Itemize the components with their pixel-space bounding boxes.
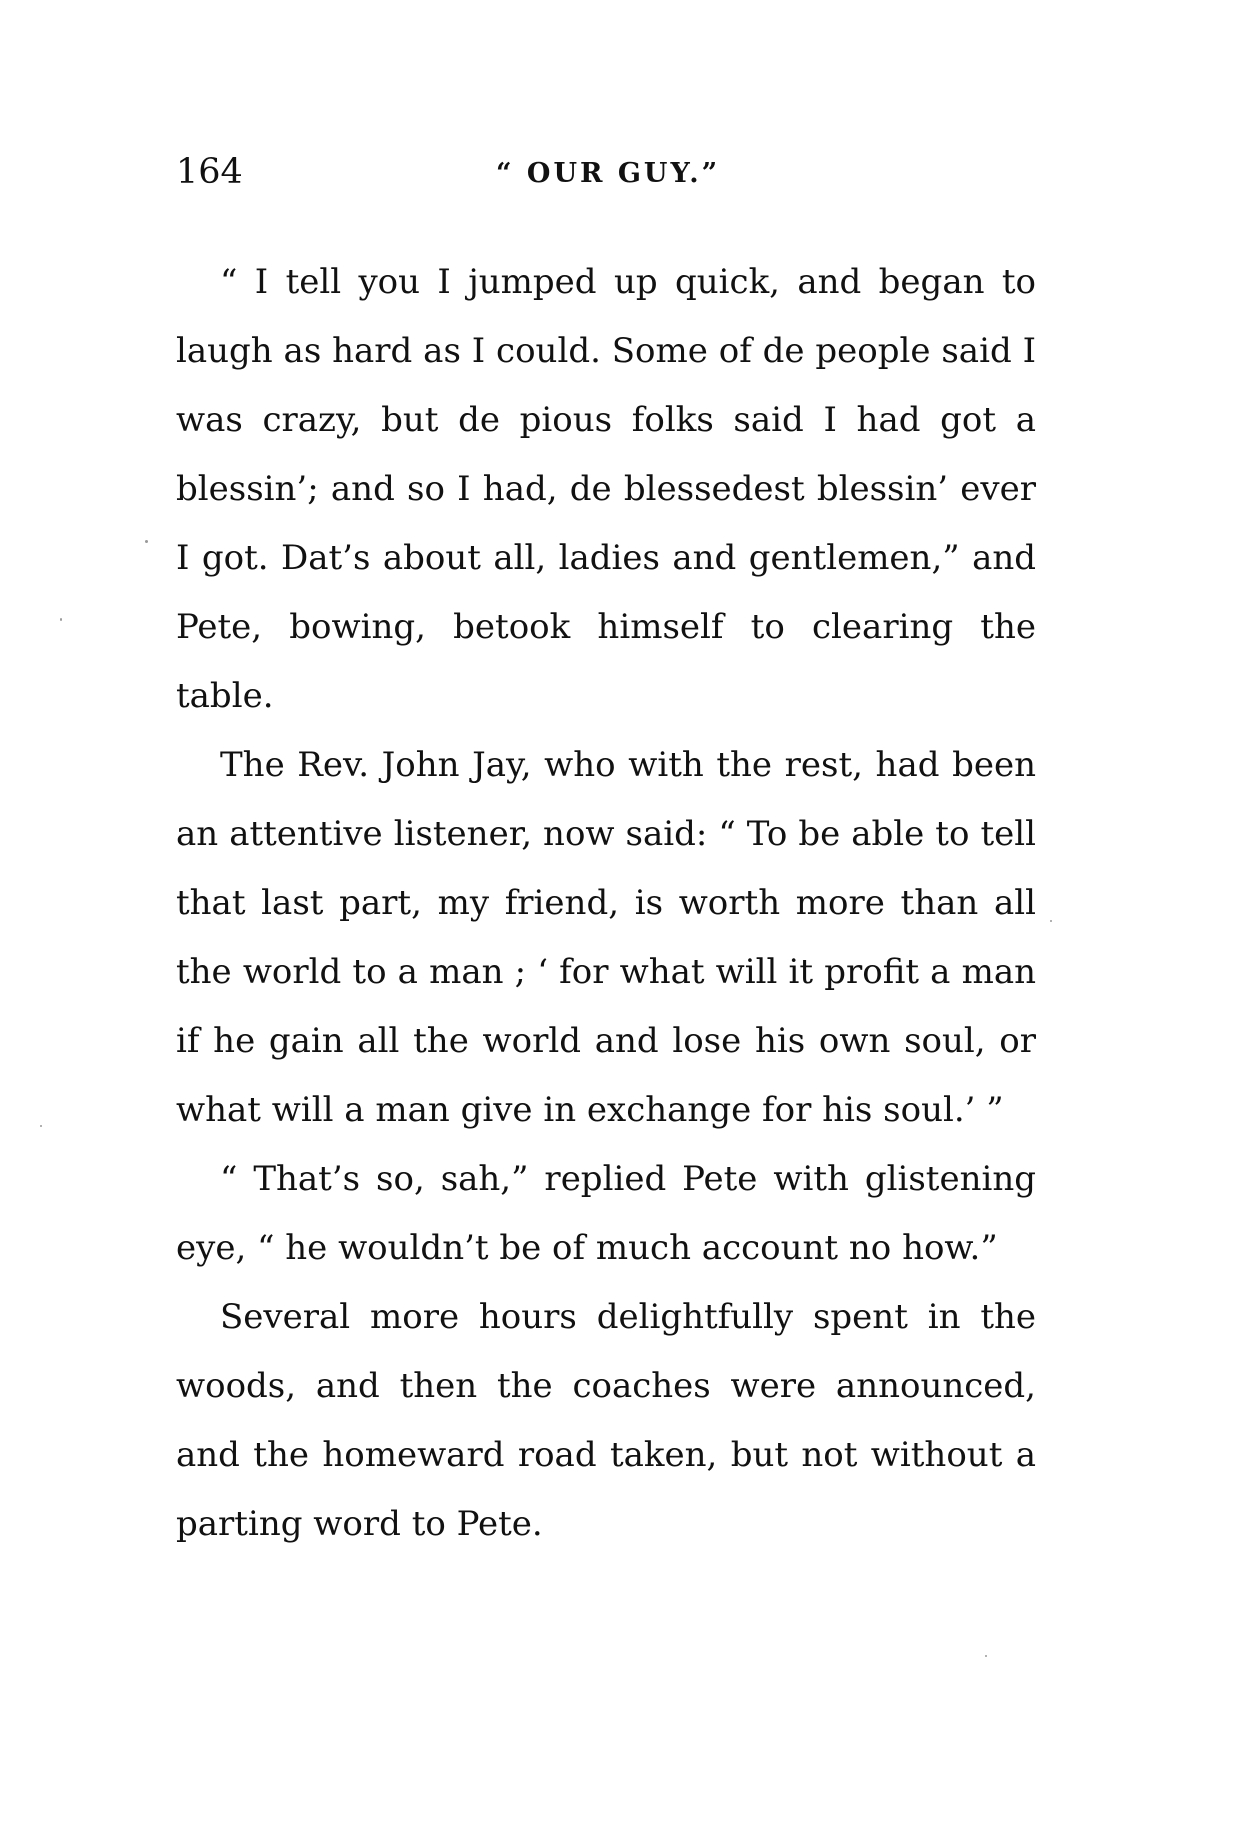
- paper-speck: [60, 618, 62, 621]
- body-text: [176, 248, 1036, 1559]
- paragraph-pete-story-end: “ I tell you I jumped up quick, and began to laugh as hard as I could. Some of de people said I was crazy, but de pious folks said I had got a blessin’; and so I had, de blessedest blessin’ ever I got. Dat’s about all, ladies and gentlemen,” and Pete, bowing, betook himself to clearing the table.: [176, 262, 1036, 716]
- running-title: “ OUR GUY.”: [496, 158, 721, 189]
- paragraph-homeward: Several more hours delightfully spent in the woods, and then the coaches were announced, and the homeward road taken, but not without a parting word to Pete.: [176, 1297, 1036, 1544]
- paper-speck: [1050, 920, 1052, 922]
- paragraph-rev-john-jay: The Rev. John Jay, who with the rest, had been an attentive listener, now said: “ To be able to tell that last part, my friend, is worth more than all the world to a man ; ‘ for what will it profit a man if he gain all the world and lose his own soul, or what will a man give in exchange for his soul.’ ”: [176, 745, 1036, 1130]
- paragraph-pete-reply: “ That’s so, sah,” replied Pete with glistening eye, “ he wouldn’t be of much account no how.”: [176, 1159, 1036, 1268]
- page-number: 164: [176, 152, 243, 192]
- paper-speck: [145, 540, 148, 543]
- paper-speck: [985, 1655, 987, 1657]
- running-head: [176, 148, 1036, 196]
- paper-speck: [40, 1125, 42, 1127]
